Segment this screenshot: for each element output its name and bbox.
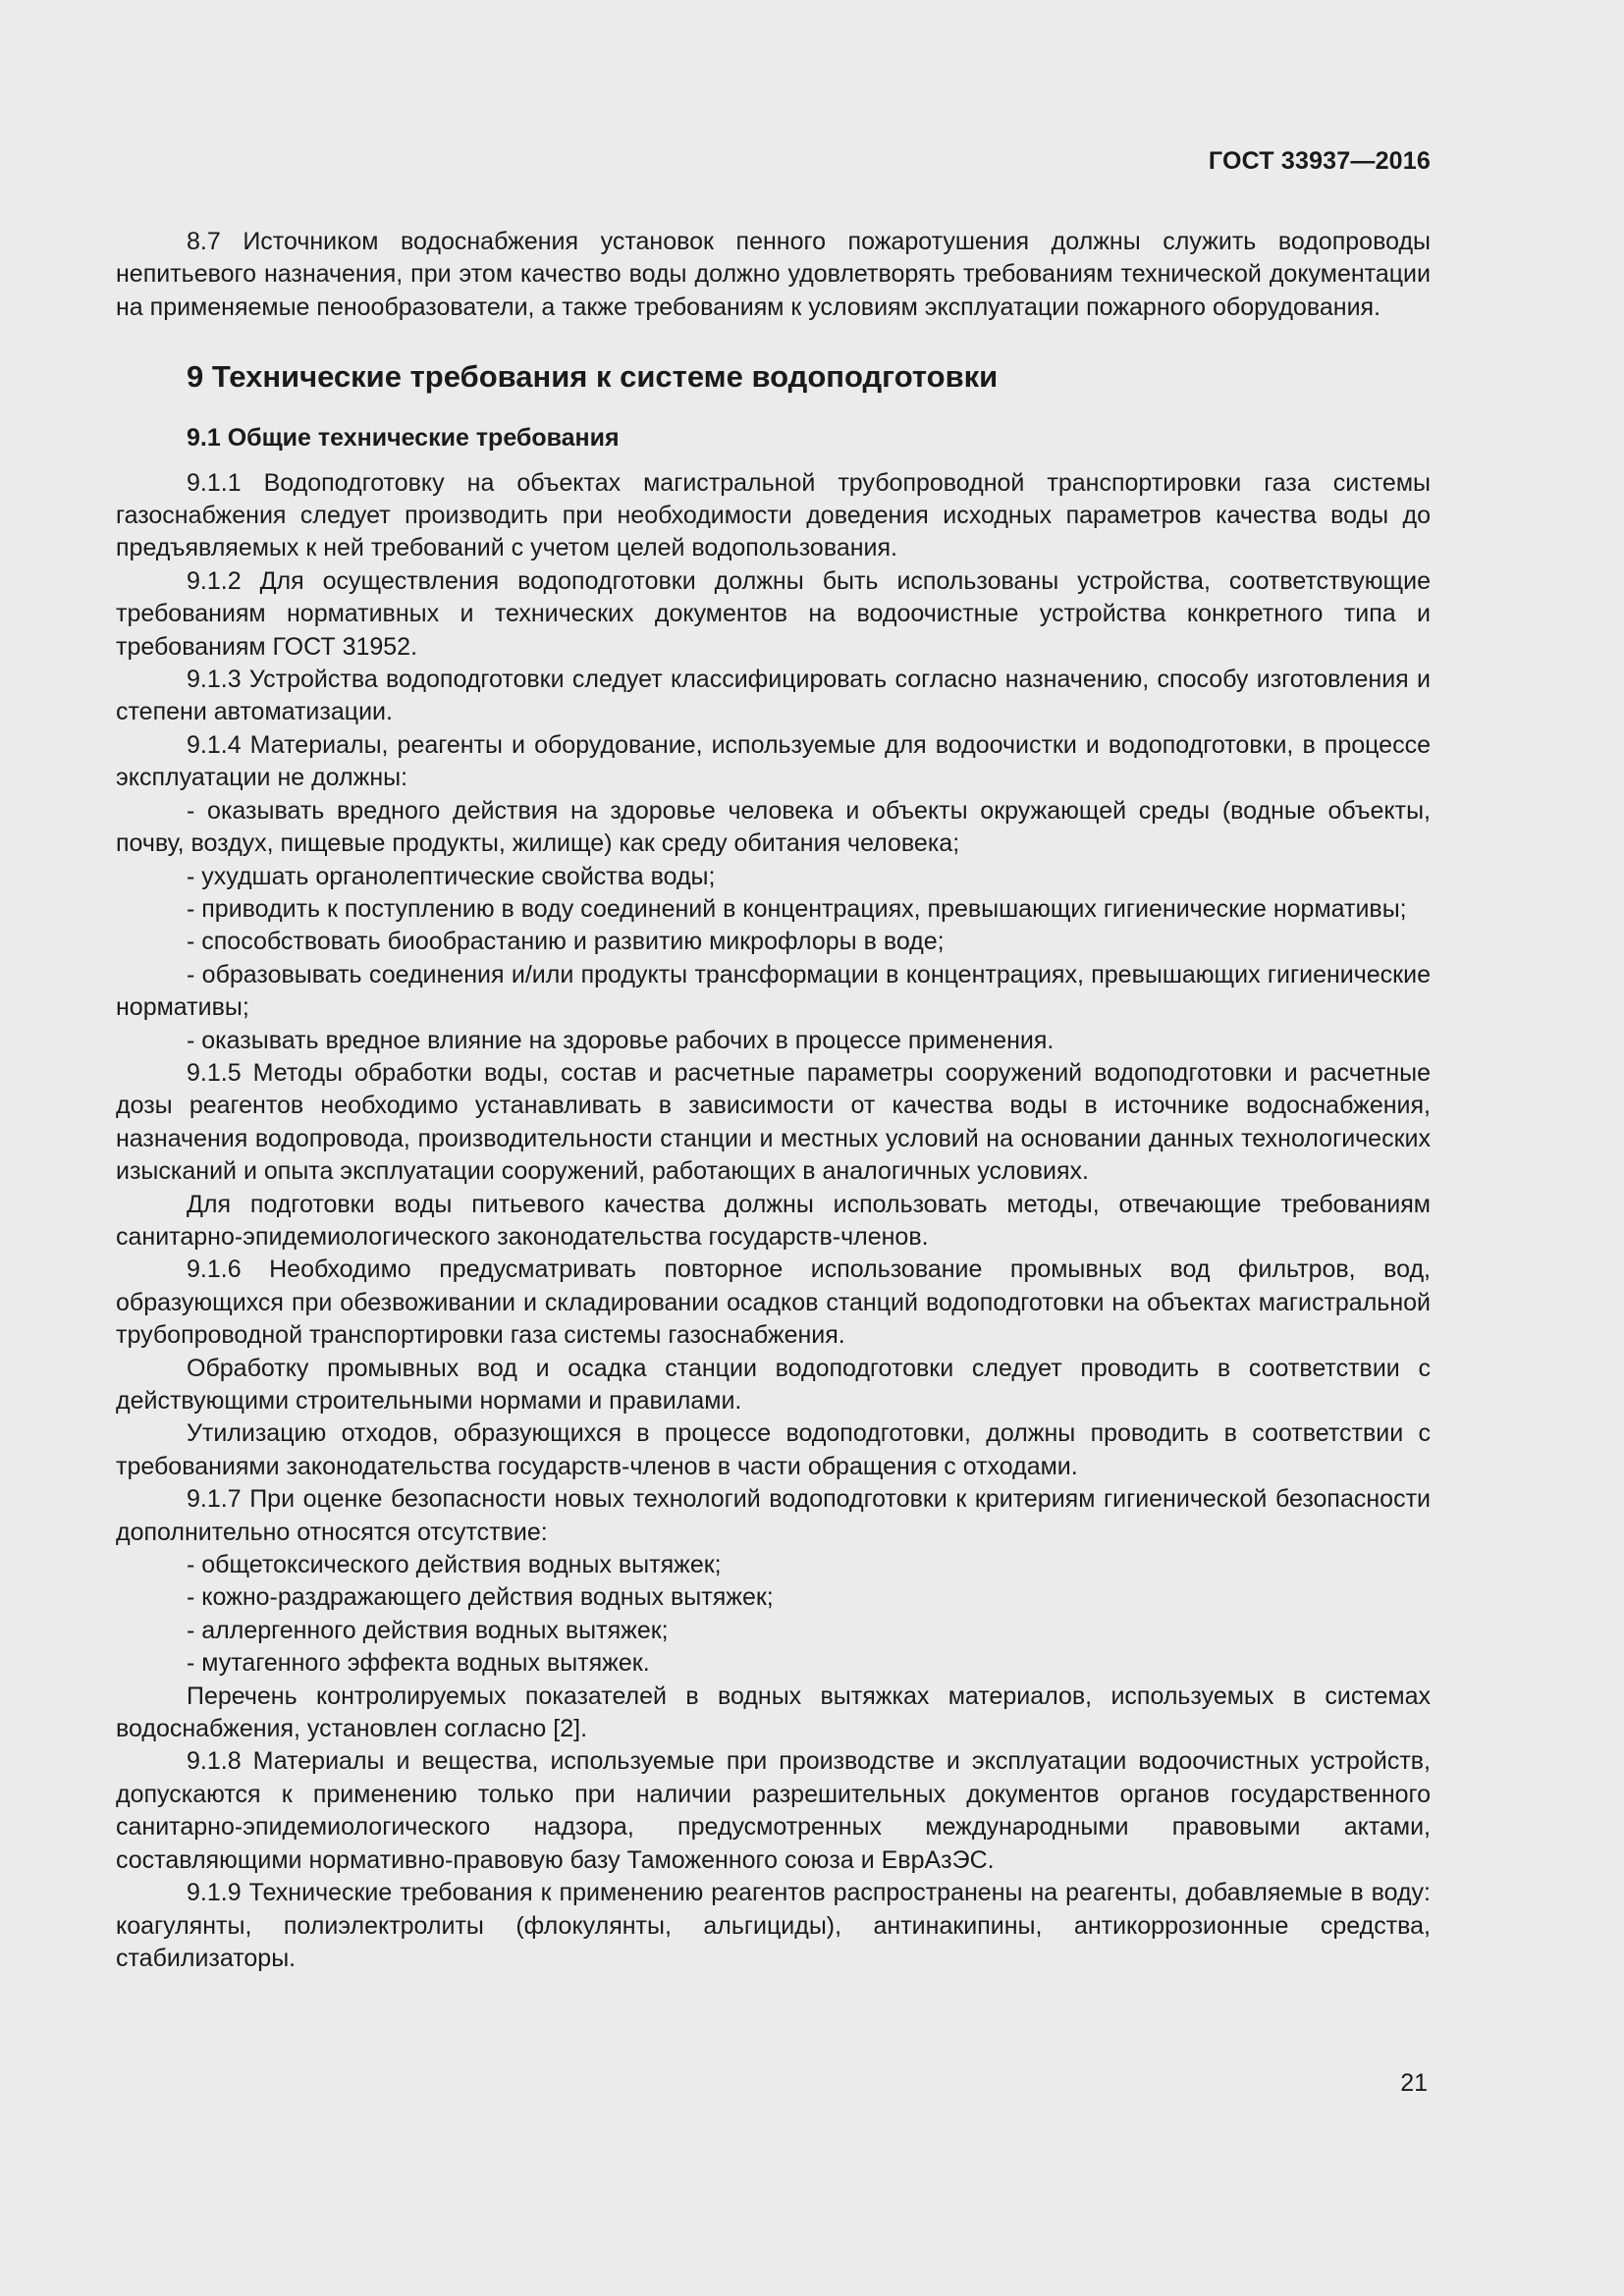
paragraph-9-1-7: 9.1.7 При оценке безопасности новых технологий водоподготовки к критериям гигиенической безопасности дополнительно относятся отсутствие: <box>116 1485 1431 1546</box>
paragraph: Для подготовки воды питьевого качества должны использовать методы, отвечающие требованиям санитарно-эпидемиологического законодательства государств-членов. <box>116 1190 1431 1251</box>
paragraph-9-1-2: 9.1.2 Для осуществления водоподготовки должны быть использованы устройства, соответствующие требованиям нормативных и технических документов на водоочистные устройства конкретного типа и требованиям ГОСТ 31952. <box>116 566 1431 661</box>
paragraph-9-1-1: 9.1.1 Водоподготовку на объектах магистральной трубопроводной транспортировки газа системы газоснабжения следует производить при необходимости доведения исходных параметров качества воды до предъявляемых к ней требований с учетом целей водопользования. <box>116 468 1431 562</box>
page-number: 21 <box>1400 2069 1428 2097</box>
subsection-heading: 9.1 Общие технические требования <box>187 424 620 453</box>
paragraph-9-1-5: 9.1.5 Методы обработки воды, состав и расчетные параметры сооружений водоподготовки и расчетные дозы реагентов необходимо устанавливать в зависимости от качества воды в источнике водоснабжения, назначения водопровода, производительности станции и местных условий на основании данных технологических изысканий и опыта эксплуатации сооружений, работающих в аналогичных условиях. <box>116 1058 1431 1186</box>
paragraph-9-1-8: 9.1.8 Материалы и вещества, используемые при производстве и эксплуатации водоочистных устройств, допускаются к применению только при наличии разрешительных документов органов государственного санитарно-эпидемиологического надзора, предусмотренных международными правовыми актами, составляющими нормативно-правовую базу Таможенного союза и ЕврАзЭС. <box>116 1747 1431 1874</box>
list-item: - аллергенного действия водных вытяжек; <box>187 1616 669 1644</box>
document-body <box>116 226 1431 1975</box>
paragraph-9-1-3: 9.1.3 Устройства водоподготовки следует классифицировать согласно назначению, способу изготовления и степени автоматизации. <box>116 666 1431 726</box>
list-item: - оказывать вредного действия на здоровье человека и объекты окружающей среды (водные объекты, почву, воздух, пищевые продукты, жилище) как среду обитания человека; <box>116 796 1431 858</box>
paragraph: Утилизацию отходов, образующихся в процессе водоподготовки, должны проводить в соответствии с требованиями законодательства государств-членов в части обращения с отходами. <box>116 1419 1431 1480</box>
list-item: - общетоксического действия водных вытяжек; <box>187 1551 722 1579</box>
list-item: - мутагенного эффекта водных вытяжек. <box>187 1649 650 1678</box>
paragraph: Перечень контролируемых показателей в водных вытяжках материалов, используемых в системах водоснабжения, установлен согласно [2]. <box>116 1682 1431 1743</box>
paragraph-9-1-4: 9.1.4 Материалы, реагенты и оборудование, используемые для водоочистки и водоподготовки, в процессе эксплуатации не должны: <box>116 730 1431 792</box>
list-item: - ухудшать органолептические свойства воды; <box>187 862 716 890</box>
page-header: ГОСТ 33937—2016 <box>1208 147 1431 175</box>
section-heading: 9 Технические требования к системе водоподготовки <box>187 359 999 395</box>
list-item: - приводить к поступлению в воду соединений в концентрациях, превышающих гигиенические нормативы; <box>187 894 1407 923</box>
paragraph-9-1-9: 9.1.9 Технические требования к применению реагентов распространены на реагенты, добавляемые в воду: коагулянты, полиэлектролиты (флокулянты, альгициды), антинакипины, антикоррозионные средства, стабилизаторы. <box>116 1879 1431 1972</box>
paragraph-8-7: 8.7 Источником водоснабжения установок пенного пожаротушения должны служить водопроводы непитьевого назначения, при этом качество воды должно удовлетворять требованиям технической документации на применяемые пенообразователи, а также требованиям к условиям эксплуатации пожарного оборудования. <box>116 228 1431 321</box>
list-item: - оказывать вредное влияние на здоровье рабочих в процессе применения. <box>187 1026 1055 1054</box>
list-item: - образовывать соединения и/или продукты трансформации в концентрациях, превышающих гигиенические нормативы; <box>116 960 1431 1022</box>
paragraph-9-1-6: 9.1.6 Необходимо предусматривать повторное использование промывных вод фильтров, вод, образующихся при обезвоживании и складировании осадков станций водоподготовки на объектах магистральной трубопроводной транспортировки газа системы газоснабжения. <box>116 1255 1431 1350</box>
list-item: - способствовать биообрастанию и развитию микрофлоры в воде; <box>187 928 945 956</box>
paragraph: Обработку промывных вод и осадка станции водоподготовки следует проводить в соответствии с действующими строительными нормами и правилами. <box>116 1354 1431 1415</box>
list-item: - кожно-раздражающего действия водных вытяжек; <box>187 1583 774 1612</box>
